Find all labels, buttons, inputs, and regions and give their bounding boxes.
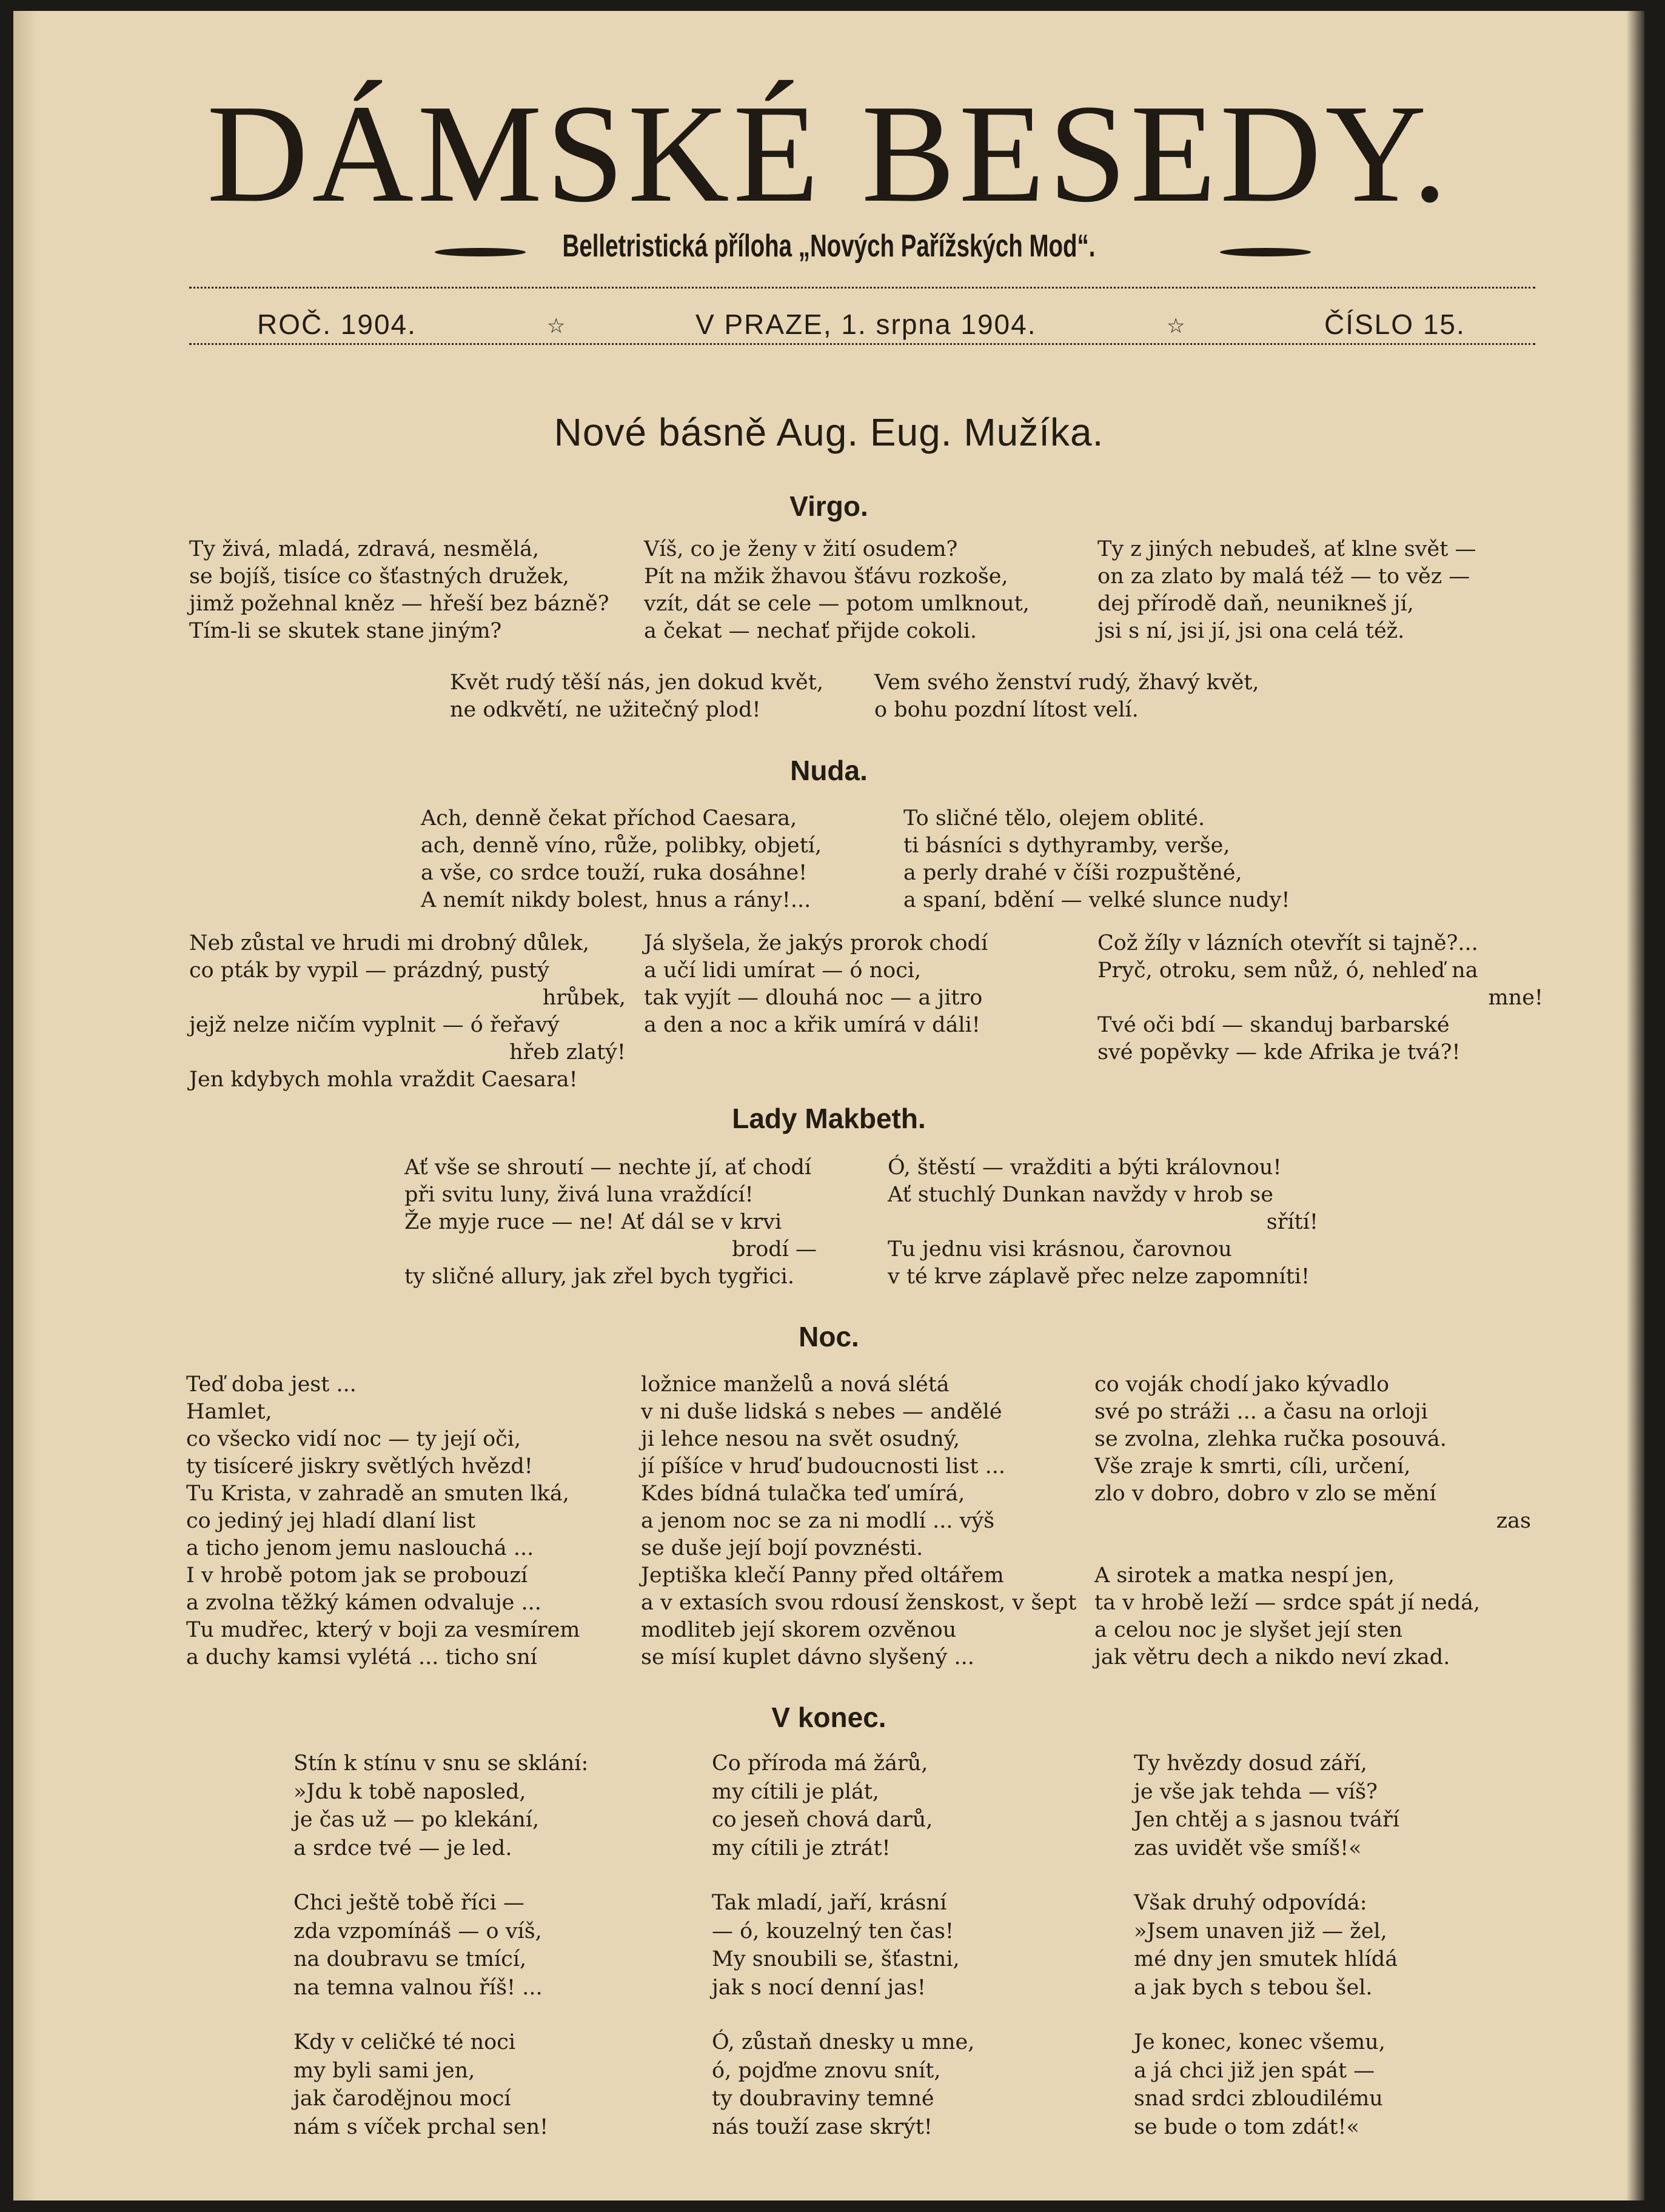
verse-line: Teď doba jest ... — [186, 1372, 357, 1397]
verse-line: a jak bych s tebou šel. — [1134, 1975, 1373, 2000]
poem-title-makbeth: Lady Makbeth. — [732, 1103, 926, 1134]
verse-line: ach, denně víno, růže, polibky, objetí, — [421, 834, 822, 858]
verse-line: v ni duše lidská s nebes — andělé — [641, 1400, 1002, 1424]
verse-line: Vše zraje k smrti, cíli, určení, — [1094, 1454, 1411, 1479]
nuda-col2 — [644, 930, 988, 1039]
poem-title-virgo: Virgo. — [789, 490, 868, 522]
verse-line: Však druhý odpovídá: — [1134, 1891, 1367, 1915]
verse-line: a čekat — nechať přijde cokoli. — [644, 619, 977, 643]
poem-title-noc: Noc. — [799, 1321, 859, 1352]
noc-col2 — [641, 1371, 1076, 1671]
verse-line: »Jsem unaven již — žel, — [1134, 1919, 1387, 1943]
verse-line: Ó, štěstí — vražditi a býti královnou! — [888, 1155, 1282, 1180]
verse-line: a ticho jenom jemu naslouchá ... — [186, 1536, 534, 1560]
verse-line: my cítili je plát, — [712, 1779, 880, 1804]
verse-line: Jeptiška klečí Panny před oltářem — [641, 1563, 1004, 1588]
rule-top — [189, 287, 1535, 289]
verse-line: ne odkvětí, ne užitečný plod! — [450, 698, 761, 722]
verse-line: co všecko vidí noc — ty její oči, — [186, 1427, 521, 1451]
noc-col1 — [186, 1371, 580, 1671]
verse-line: ty doubraviny temné — [712, 2087, 934, 2111]
vkonec-col2 — [712, 1749, 974, 2141]
verse-line: Jen chtěj a s jasnou tváří — [1134, 1808, 1399, 1832]
verse-line: a srdce tvé — je led. — [293, 1836, 512, 1860]
verse-line: my byli sami jen, — [293, 2058, 475, 2083]
verse-line: Ať vše se shroutí — nechte jí, ať chodí — [404, 1155, 812, 1180]
masthead-title: DÁMSKÉ BESEDY. — [206, 76, 1452, 232]
verse-line: co jeseň chová darů, — [712, 1808, 933, 1832]
verse-line: a den a noc a křik umírá v dáli! — [644, 1013, 980, 1037]
verse-line: Kdes bídná tulačka teď umírá, — [641, 1482, 965, 1506]
verse-line: »Jdu k tobě naposled, — [293, 1779, 526, 1804]
verse-line: mne! — [1488, 986, 1543, 1010]
verse-line: Je konec, konec všemu, — [1134, 2030, 1385, 2054]
virgo-col3 — [1097, 536, 1476, 645]
verse-line: Ó, zůstaň dnesky u mne, — [712, 2030, 975, 2054]
verse-line: Ty z jiných nebudeš, ať klne svět — — [1097, 537, 1476, 561]
verse-line: ty tisíceré jiskry světlých hvězd! — [186, 1454, 533, 1479]
verse-line: v té krve záplavě přec nelze zapomníti! — [888, 1265, 1310, 1289]
verse-line: jak s nocí denní jas! — [712, 1975, 926, 2000]
verse-line: snad srdci zbloudilému — [1134, 2087, 1383, 2111]
verse-line: Tu Krista, v zahradě an smuten lká, — [186, 1482, 569, 1506]
verse-line: jak větru dech a nikdo neví zkad. — [1094, 1645, 1450, 1669]
verse-line: a spaní, bdění — velké slunce nudy! — [903, 888, 1290, 912]
verse-line: Že myje ruce — ne! Ať dál se v krvi — [404, 1210, 782, 1234]
verse-line: A sirotek a matka nespí jen, — [1094, 1563, 1395, 1588]
verse-line: Jen kdybych mohla vraždit Caesara! — [189, 1068, 578, 1092]
verse-line: Ty hvězdy dosud září, — [1134, 1751, 1367, 1776]
verse-line: Hamlet, — [186, 1400, 272, 1424]
poem-title-vkonec: V konec. — [771, 1702, 886, 1733]
verse-line: To sličné tělo, olejem oblité. — [903, 806, 1205, 830]
verse-line: jí píšíce v hruď budoucnosti list ... — [641, 1454, 1006, 1479]
verse-line: Ty živá, mladá, zdravá, nesmělá, — [189, 537, 540, 561]
verse-line: brodí — — [732, 1237, 817, 1261]
verse-line: — ó, kouzelný ten čas! — [712, 1919, 954, 1943]
verse-line: na temna valnou říš! ... — [293, 1975, 543, 2000]
verse-line: Což žíly v lázních otevřít si tajně?... — [1097, 931, 1478, 955]
virgo-closing-left — [450, 669, 823, 724]
verse-line: a já chci již jen spát — — [1134, 2058, 1375, 2083]
verse-line: Pít na mžik žhavou šťávu rozkoše, — [644, 564, 1008, 589]
verse-line: Pryč, otroku, sem nůž, ó, nehleď na — [1097, 958, 1478, 983]
issue-year: ROČ. 1904. — [257, 309, 417, 340]
verse-line: Stín k stínu v snu se sklání: — [293, 1751, 589, 1776]
makbeth-right — [888, 1154, 1318, 1291]
verse-line: zas uvidět vše smíš!« — [1134, 1836, 1362, 1860]
star-separator: ☆ — [547, 314, 566, 338]
verse-line: ó, pojďme znovu snít, — [712, 2058, 941, 2083]
verse-line: Tvé oči bdí — skanduj barbarské — [1097, 1013, 1450, 1037]
verse-line: a zvolna těžký kámen odvaluje ... — [186, 1591, 541, 1615]
verse-line: Co příroda má žárů, — [712, 1751, 928, 1776]
ornament-right — [1220, 248, 1311, 256]
verse-line: hřeb zlatý! — [509, 1040, 626, 1064]
verse-line: Tak mladí, jaří, krásní — [712, 1891, 947, 1915]
issue-number: ČÍSLO 15. — [1324, 309, 1466, 340]
verse-line: ložnice manželů a nová slétá — [641, 1372, 950, 1397]
verse-line: my cítili je ztrát! — [712, 1836, 891, 1860]
nuda-top-right — [903, 805, 1290, 914]
verse-line: nám s víček prchal sen! — [293, 2114, 549, 2139]
verse-line: se zvolna, zlehka ručka posouvá. — [1094, 1427, 1447, 1451]
verse-line: zda vzpomínáš — o víš, — [293, 1919, 542, 1943]
verse-line: vzít, dát se cele — potom umlknout, — [644, 592, 1030, 616]
verse-line: ti básníci s dythyramby, verše, — [903, 834, 1230, 858]
virgo-col1 — [189, 536, 609, 645]
noc-col3 — [1094, 1371, 1531, 1671]
verse-line: a v extasích svou rdousí ženskost, v šept — [641, 1591, 1077, 1615]
verse-line: při svitu luny, živá luna vraždící! — [404, 1183, 754, 1207]
rule-bottom — [189, 343, 1535, 345]
verse-line: se duše její bojí povznésti. — [641, 1536, 923, 1560]
nuda-top-left — [421, 805, 822, 914]
verse-line: a jenom noc se za ni modlí ... výš — [641, 1509, 995, 1533]
verse-line: A nemít nikdy bolest, hnus a rány!... — [421, 888, 811, 912]
verse-line: se bojíš, tisíce co šťastných družek, — [189, 564, 569, 589]
verse-line: Tím-li se skutek stane jiným? — [189, 619, 502, 643]
verse-line: ji lehce nesou na svět osudný, — [641, 1427, 960, 1451]
verse-line: zlo v dobro, dobro v zlo se mění — [1094, 1482, 1436, 1506]
nuda-col1 — [189, 930, 626, 1094]
verse-line: co pták by vypil — prázdný, pustý — [189, 958, 549, 983]
verse-line: se mísí kuplet dávno slyšený ... — [641, 1645, 974, 1669]
verse-line: na doubravu se tmící, — [293, 1947, 527, 1971]
issue-place-date: V PRAZE, 1. srpna 1904. — [695, 309, 1037, 340]
virgo-col2 — [644, 536, 1030, 645]
verse-line: co jediný jej hladí dlaní list — [186, 1509, 476, 1533]
verse-line: Já slyšela, že jakýs prorok chodí — [644, 931, 988, 955]
verse-line: Vem svého ženství rudý, žhavý květ, — [874, 670, 1259, 695]
verse-line: zas — [1496, 1509, 1531, 1533]
star-separator: ☆ — [1167, 314, 1185, 338]
verse-line: a učí lidi umírat — ó noci, — [644, 958, 922, 983]
makbeth-left — [404, 1154, 817, 1291]
verse-line: modliteb její skorem ozvěnou — [641, 1618, 957, 1642]
verse-line: mé dny jen smutek hlídá — [1134, 1947, 1398, 1971]
verse-line: My snoubili se, šťastni, — [712, 1947, 960, 1971]
verse-line: a vše, co srdce touží, ruka dosáhne! — [421, 861, 808, 885]
verse-line: své po stráži ... a času na orloji — [1094, 1400, 1428, 1424]
vkonec-col1 — [293, 1749, 588, 2141]
virgo-closing-right — [874, 669, 1259, 724]
newspaper-page — [13, 11, 1644, 2200]
verse-line: hrůbek, — [542, 986, 626, 1010]
verse-line: Květ rudý těší nás, jen dokud květ, — [450, 670, 823, 695]
verse-line: dej přírodě daň, neunikneš jí, — [1097, 592, 1414, 616]
verse-line: tak vyjít — dlouhá noc — a jitro — [644, 986, 983, 1010]
verse-line: jsi s ní, jsi jí, jsi ona celá též. — [1097, 619, 1405, 643]
verse-line: je čas už — po klekání, — [293, 1808, 540, 1832]
masthead-subtitle: Belletristická příloha „Nových Pařížských Mod“. — [562, 229, 1096, 264]
verse-line: a duchy kamsi vylétá ... ticho sní — [186, 1645, 537, 1669]
verse-line: jejž nelze ničím vyplnit — ó řeřavý — [189, 1013, 560, 1037]
verse-line: Kdy v celičké té noci — [293, 2030, 516, 2054]
verse-line: Ach, denně čekat příchod Caesara, — [421, 806, 797, 830]
verse-line: a celou noc je slyšet její sten — [1094, 1618, 1403, 1642]
verse-line: své popěvky — kde Afrika je tvá?! — [1097, 1040, 1461, 1064]
verse-line: Chci ještě tobě říci — — [293, 1891, 524, 1915]
verse-line: Tu jednu visi krásnou, čarovnou — [888, 1237, 1232, 1261]
verse-line: I v hrobě potom jak se probouzí — [186, 1563, 528, 1588]
poem-title-nuda: Nuda. — [790, 755, 868, 786]
verse-line: on za zlato by malá též — to věz — — [1097, 564, 1470, 589]
page-heading: Nové básně Aug. Eug. Mužíka. — [554, 410, 1104, 454]
verse-line: a perly drahé v číši rozpuštěné, — [903, 861, 1242, 885]
vkonec-col3 — [1134, 1749, 1399, 2141]
verse-line: je vše jak tehda — víš? — [1134, 1779, 1378, 1804]
verse-line: jimž požehnal kněz — hřeší bez bázně? — [189, 592, 609, 616]
verse-line: ta v hrobě leží — srdce spát jí nedá, — [1094, 1591, 1481, 1615]
verse-line: Víš, co je ženy v žití osudem? — [644, 537, 958, 561]
verse-line: o bohu pozdní lítost velí. — [874, 698, 1139, 722]
nuda-col3 — [1097, 930, 1543, 1066]
verse-line: nás touží zase skrýt! — [712, 2114, 933, 2139]
verse-line: sřítí! — [1266, 1210, 1318, 1234]
verse-line: ty sličné allury, jak zřel bych tygřici. — [404, 1265, 794, 1289]
verse-line: Tu mudřec, který v boji za vesmírem — [186, 1618, 580, 1642]
verse-line: se bude o tom zdát!« — [1134, 2114, 1359, 2139]
verse-line: jak čarodějnou mocí — [293, 2087, 511, 2111]
verse-line: Ať stuchlý Dunkan navždy v hrob se — [888, 1183, 1273, 1207]
verse-line: Neb zůstal ve hrudi mi drobný důlek, — [189, 931, 589, 955]
verse-line: co voják chodí jako kývadlo — [1094, 1372, 1390, 1397]
